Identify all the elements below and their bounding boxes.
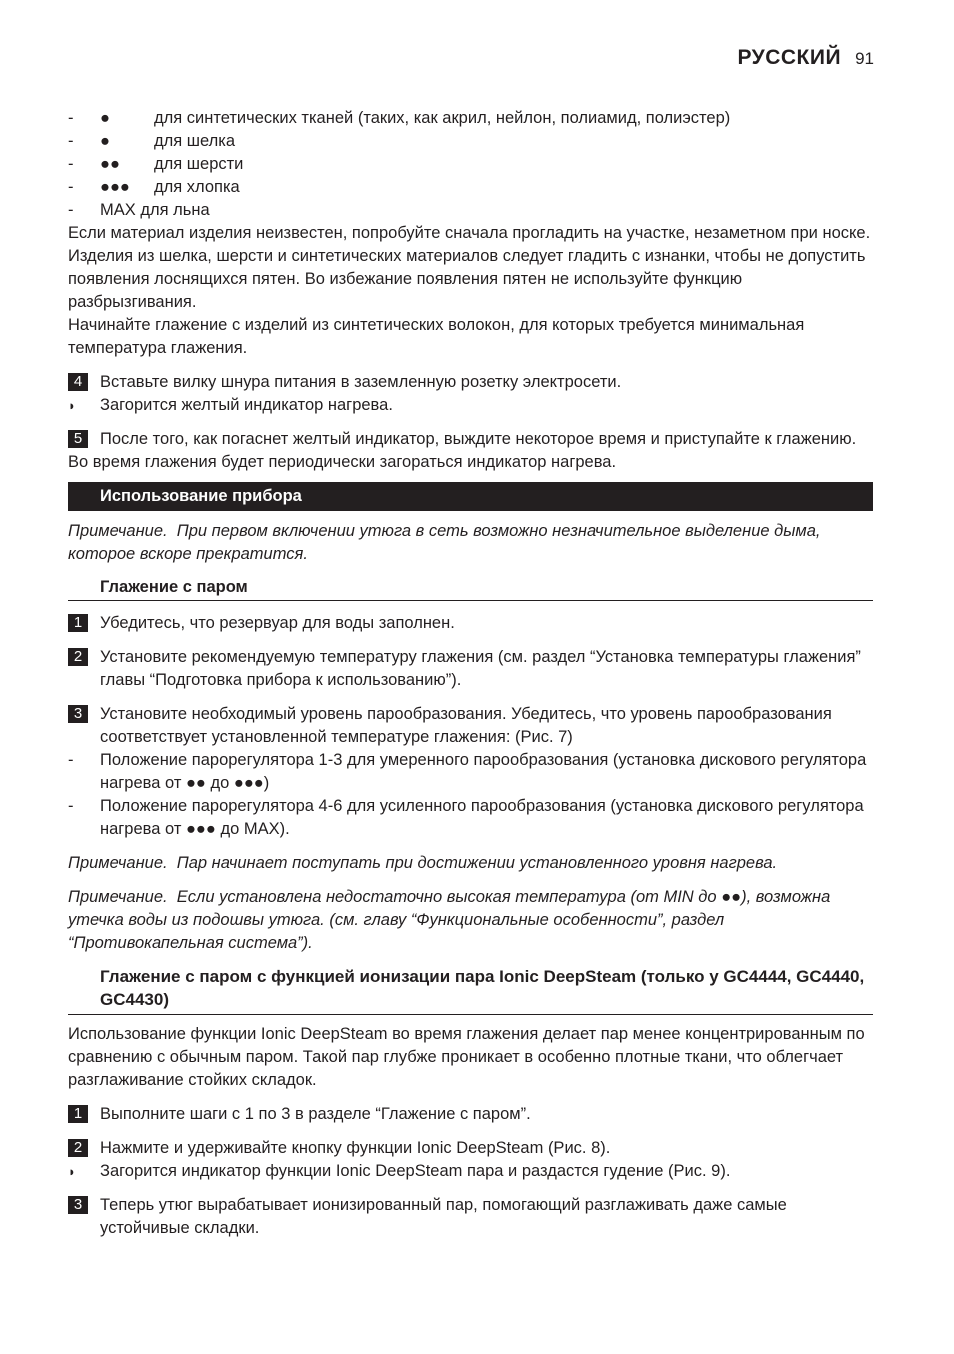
step-number: 1 xyxy=(68,614,88,632)
list-item: - MAX для льна xyxy=(68,201,210,219)
page-number: 91 xyxy=(855,49,874,68)
step-5: 5 После того, как погаснет желтый индикатор, выждите некоторое время и приступайте к глажению. xyxy=(68,428,873,451)
result-marker-icon: ◗ xyxy=(68,398,76,413)
step-2: 2 Установите рекомендуемую температуру глажения (см. раздел “Установка температуры глажения” главы “Подготовка прибора к использованию”). xyxy=(68,646,873,692)
step-4: 4 Вставьте вилку шнура питания в заземленную розетку электросети. xyxy=(68,371,873,394)
list-item: - Положение парорегулятора 4-6 для усиленного парообразования (установка дискового регулятора нагрева от ●●● до MAX). xyxy=(68,797,864,838)
paragraph: Использование функции Ionic DeepSteam во время глажения делает пар менее концентрированным по сравнению с обычным паром. Такой пар глубже проникает в особенно плотные ткани, что облегчает разглаживание стойких складок. xyxy=(68,1025,865,1089)
list-item: - Положение парорегулятора 1-3 для умеренного парообразования (установка дискового регулятора нагрева от ●● до ●●●) xyxy=(68,751,867,792)
note-label: Примечание. xyxy=(68,888,168,906)
note-label: Примечание. xyxy=(68,854,168,872)
note-label: Примечание. xyxy=(68,522,168,540)
list-item: - ●●● для хлопка xyxy=(68,176,873,199)
note: Примечание. При первом включении утюга в сеть возможно незначительное выделение дыма, которое вскоре прекратится. xyxy=(68,522,821,563)
paragraph: Во время глажения будет периодически загораться индикатор нагрева. xyxy=(68,453,617,471)
step-number: 3 xyxy=(68,1196,88,1214)
temperature-dots: ●●● xyxy=(100,178,130,196)
step-result: ◗ Загорится индикатор функции Ionic DeepSteam пара и раздастся гудение (Рис. 9). xyxy=(68,1160,873,1183)
paragraph: Если материал изделия неизвестен, попробуйте сначала прогладить на участке, незаметном при носке. xyxy=(68,224,871,242)
step-number: 2 xyxy=(68,1139,88,1157)
step-number: 4 xyxy=(68,373,88,391)
step-3: 3 Установите необходимый уровень парообразования. Убедитесь, что уровень парообразования соответствует установленной температуре глажения: (Рис. 7) xyxy=(68,703,873,749)
page-content xyxy=(68,107,873,1240)
page-header xyxy=(737,46,874,70)
step-1: 1 Убедитесь, что резервуар для воды заполнен. xyxy=(68,612,873,635)
section-heading: Использование прибора xyxy=(68,482,873,511)
note: Примечание. Если установлена недостаточно высокая температура (от MIN до ●●), возможна утечка воды из подошвы утюга. (см. главу “Функциональные особенности”, раздел “Противокапельная система”). xyxy=(68,888,831,952)
step-number: 5 xyxy=(68,430,88,448)
step-result: ◗ Загорится желтый индикатор нагрева. xyxy=(68,394,873,417)
language-label: РУССКИЙ xyxy=(737,46,842,69)
step-number: 2 xyxy=(68,648,88,666)
step-3: 3 Теперь утюг вырабатывает ионизированный пар, помогающий разглаживать даже самые устойчивые складки. xyxy=(68,1194,873,1240)
note: Примечание. Пар начинает поступать при достижении установленного уровня нагрева. xyxy=(68,854,778,872)
list-item: - ●● для шерсти xyxy=(68,153,873,176)
temperature-dots: ●● xyxy=(100,155,120,173)
step-1: 1 Выполните шаги с 1 по 3 в разделе “Глажение с паром”. xyxy=(68,1103,873,1126)
step-number: 3 xyxy=(68,705,88,723)
paragraph: Начинайте глажение с изделий из синтетических волокон, для которых требуется минимальная температура глажения. xyxy=(68,316,805,357)
result-marker-icon: ◗ xyxy=(68,1164,76,1179)
step-2: 2 Нажмите и удерживайте кнопку функции Ionic DeepSteam (Рис. 8). xyxy=(68,1137,873,1160)
paragraph: Изделия из шелка, шерсти и синтетических материалов следует гладить с изнанки, чтобы не допустить появления лоснящихся пятен. Во избежание появления пятен не используйте функцию разбрызгивания. xyxy=(68,247,866,311)
list-item: - ● для синтетических тканей (таких, как акрил, нейлон, полиамид, полиэстер) xyxy=(68,107,873,130)
temperature-dots: ● xyxy=(100,109,110,127)
subsection-heading: Глажение с паром xyxy=(68,576,873,601)
step-number: 1 xyxy=(68,1105,88,1123)
subsection-heading: Глажение с паром с функцией ионизации пара Ionic DeepSteam (только у GC4444, GC4440, GC4430) xyxy=(68,965,873,1015)
list-item: - ● для шелка xyxy=(68,130,873,153)
temperature-dots: ● xyxy=(100,132,110,150)
